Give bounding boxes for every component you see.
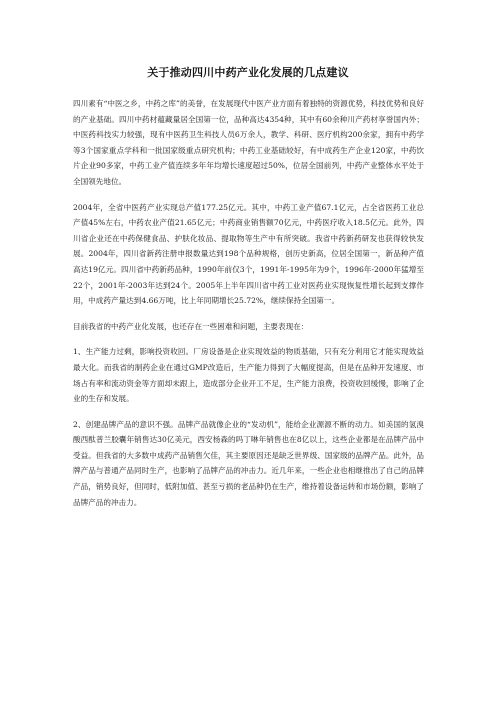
paragraph-statistics: 2004年，全省中医药产业实现总产值177.25亿元。其中，中药工业产值67.1亿元，占全省医药工业总产值45%左右，中药农业产值21.65亿元；中药商业销售额70亿元，中药医疗收入18.5亿元。此外，四川省企业还在中药保健食品、护肤化妆品、提取物等生产中有所突破。我省中药新药研发也获得较快发展。2004年，四川省新药注册申报数量达到198个品种规格，创历史新高，位居全国第一，新品种产值高达19亿元。四川省中药新药品种，1990年前仅3个，1991年-1995年为9个，1996年-2000年猛增至22个，2001年-2003年达到24个。2005年上半年四川省中药工业对医药业实现恢复性增长起到支撑作用，中成药产量达到4.66万吨，比上年同期增长25.72%，继续保持全国第一。 — [73, 202, 424, 306]
paragraph-problem-2: 2、创建品牌产品的意识不强。品牌产品就像企业的“发动机”，能给企业源源不断的动力。如美国的氢溴酸西酞普兰胶囊年销售达30亿美元，西安杨森的吗丁啉年销售也在8亿以上，这些企业都是在品牌产品中受益。但我省的大多数中成药产品销售欠佳，其主要原因还是缺乏世界级、国家级的品牌产品。此外，品牌产品与普通产品同时生产，也影响了品牌产品的冲击力。近几年来，一些企业也相继推出了自己的品牌产品，销势良好，但同时，低附加值、甚至亏损的老品种仍在生产，维持着设备运转和市场份额，影响了品牌产品的冲击力。 — [73, 419, 424, 507]
document-body — [73, 96, 424, 520]
paragraph-problems-intro: 目前我省的中药产业化发展，也还存在一些困难和问题，主要表现在： — [73, 321, 309, 331]
document-title: 关于推动四川中药产业化发展的几点建议 — [147, 66, 349, 79]
paragraph-problem-1: 1、生产能力过剩，影响投资收回。厂房设备是企业实现效益的物质基础，只有充分利用它才能实现效益最大化。而我省的制药企业在通过GMP改造后，生产能力得到了大幅度提高，但是在品种开发速度、市场占有率和流动资金等方面却未跟上，造成部分企业开工不足，生产能力浪费，投资收回缓慢，影响了企业的生存和发展。 — [73, 347, 424, 404]
paragraph-intro: 四川素有“中医之乡，中药之库”的美誉，在发展现代中医产业方面有着独特的资源优势，科技优势和良好的产业基础。四川中药材蕴藏量居全国第一位，品种高达4354种，其中有60余种川产药材享誉国内外；中医药科技实力较强，现有中医药卫生科技人员6万余人，教学、科研、医疗机构200余家，拥有中药学等3个国家重点学科和一批国家级重点研究机构；中药工业基础较好，有中成药生产企业120家，中药饮片企业90多家，中药工业产值连续多年年均增长速度超过50%，位居全国前列，中药产业整体水平处于全国领先地位。 — [73, 99, 424, 186]
